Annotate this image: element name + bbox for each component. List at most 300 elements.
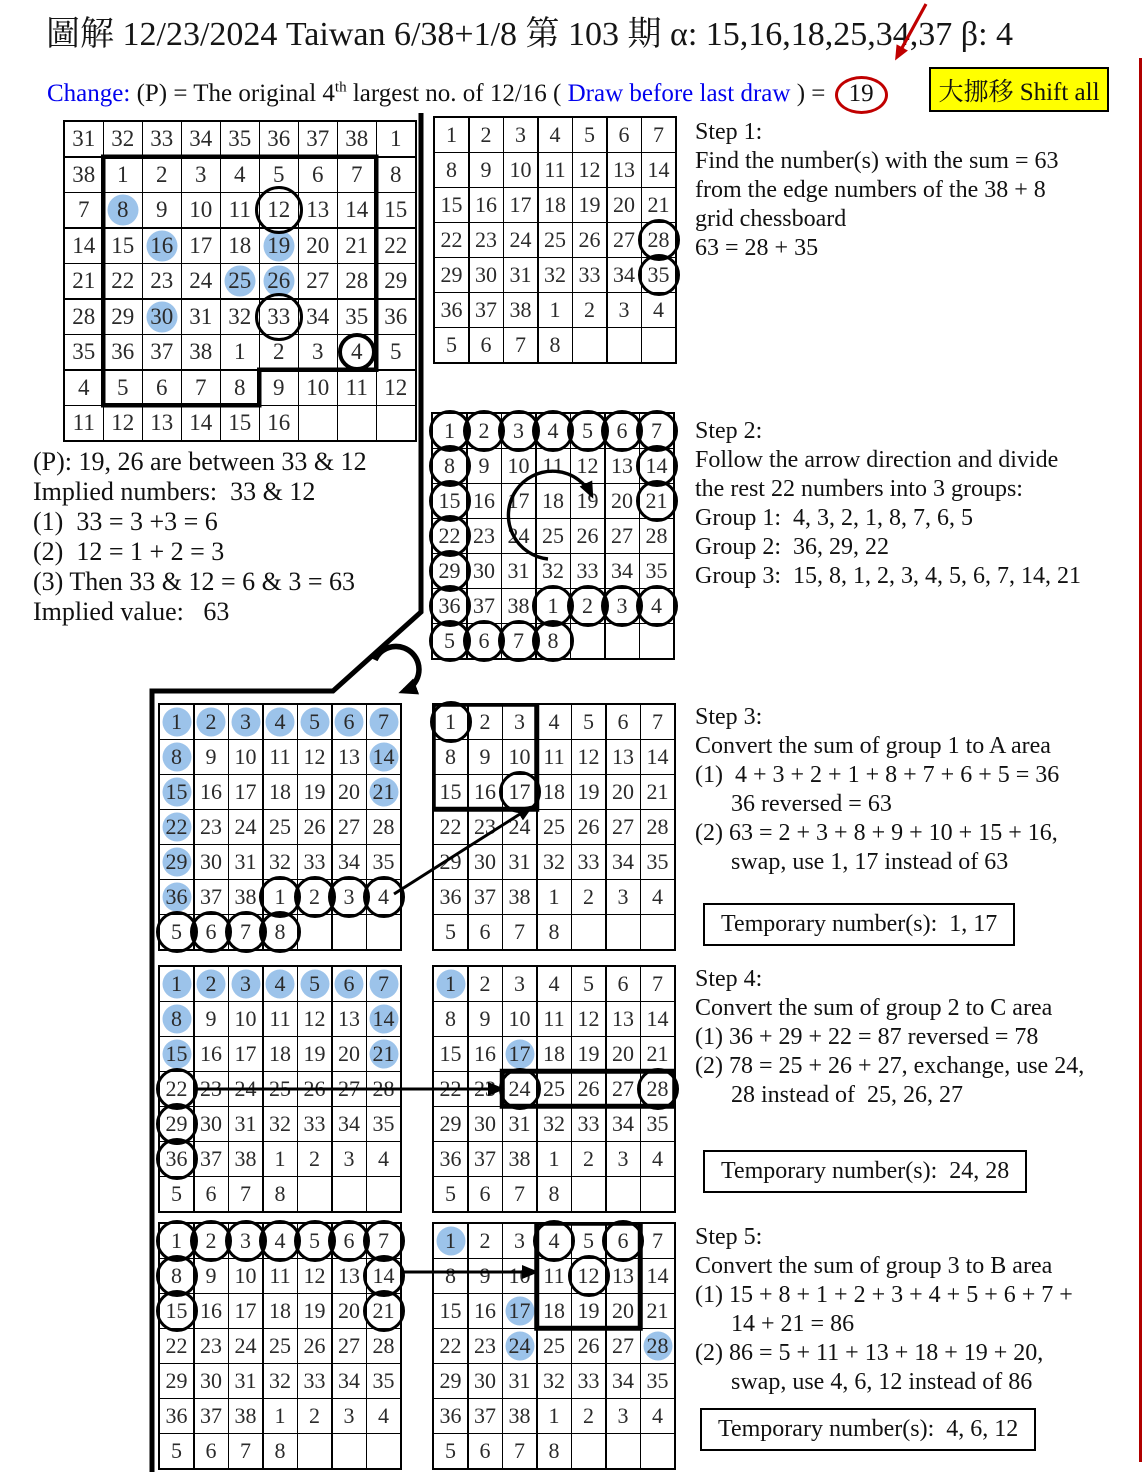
grid-cell xyxy=(367,705,400,739)
cell-number: 18 xyxy=(228,232,252,258)
grid-cell xyxy=(143,193,181,227)
cell-number: 6 xyxy=(343,970,355,996)
cell-number: 11 xyxy=(543,743,565,769)
grid-cell xyxy=(538,1224,571,1258)
cell-number: 8 xyxy=(549,331,561,357)
grid-cell xyxy=(229,1072,262,1106)
cell-number: 31 xyxy=(72,126,96,151)
grid-cell xyxy=(537,484,570,518)
grid-cell xyxy=(571,484,604,518)
cell-number: 8 xyxy=(548,1180,560,1206)
cell-number: 17 xyxy=(234,1040,257,1066)
grid-cell xyxy=(469,915,502,949)
cell-number: 37 xyxy=(473,592,495,618)
cell-number: 9 xyxy=(205,743,217,769)
cell-number: 6 xyxy=(343,1227,355,1253)
cell-number: 38 xyxy=(345,126,369,151)
cell-number: 6 xyxy=(156,374,168,400)
cell-number: 4 xyxy=(274,708,286,734)
cell-number: 34 xyxy=(613,261,635,287)
cell-number: 3 xyxy=(343,1145,355,1171)
grid-cell xyxy=(469,1142,502,1176)
grid-cell xyxy=(606,589,639,623)
cell-number: 25 xyxy=(543,1075,565,1101)
cell-number: 21 xyxy=(646,778,669,804)
grid-cell xyxy=(299,264,337,298)
cell-number: 18 xyxy=(544,191,566,217)
cell-number: 24 xyxy=(508,1075,531,1101)
text-line: (P): 19, 26 are between 33 & 12 xyxy=(33,447,367,476)
grid-cell xyxy=(503,1399,536,1433)
grid-cell xyxy=(434,1434,467,1468)
grid-cell xyxy=(260,300,298,334)
grid-cell xyxy=(229,1434,262,1468)
grid-cell xyxy=(502,449,535,483)
grid-cell xyxy=(503,775,536,809)
circle-mark xyxy=(156,1290,198,1332)
cell-number: 20 xyxy=(338,778,360,804)
cell-number: 12 xyxy=(577,743,600,769)
grid-cell xyxy=(298,880,331,914)
cell-number: 1 xyxy=(548,1145,560,1171)
cell-number: 18 xyxy=(269,1040,291,1066)
grid-cell xyxy=(572,740,605,774)
cell-number: 29 xyxy=(438,557,461,583)
cell-number: 37 xyxy=(474,883,496,909)
cell-number: 9 xyxy=(479,743,491,769)
grid-cell xyxy=(182,193,220,227)
grid-cell xyxy=(229,1037,262,1071)
grid-cell xyxy=(104,229,142,263)
cell-number: 13 xyxy=(612,1262,634,1288)
grid-cell xyxy=(367,1364,400,1398)
cell-number: 6 xyxy=(479,918,491,944)
grid-cell xyxy=(229,810,262,844)
cell-number: 4 xyxy=(548,1227,560,1253)
change-text-1: (P) = The original 4 xyxy=(130,80,335,107)
cell-number: 5 xyxy=(445,1437,456,1463)
grid-cell xyxy=(641,880,674,914)
cell-number: 38 xyxy=(508,1402,531,1428)
grid-cell xyxy=(333,1037,366,1071)
cell-number: 1 xyxy=(444,417,455,443)
cell-number: 33 xyxy=(267,303,291,329)
circle-mark xyxy=(638,254,680,296)
grid-cell xyxy=(503,810,536,844)
text-line: (2) 12 = 1 + 2 = 3 xyxy=(33,537,225,566)
grid-cell xyxy=(367,1294,400,1328)
cell-number: 14 xyxy=(72,232,96,258)
cell-number: 29 xyxy=(440,261,463,287)
grid-cell xyxy=(264,1364,297,1398)
change-text-2: largest no. of 12/16 ( xyxy=(346,80,568,107)
grid-cell xyxy=(503,740,536,774)
grid-cell xyxy=(571,554,604,588)
grid-cell xyxy=(367,1107,400,1141)
grid-cell xyxy=(572,1072,605,1106)
grid-cell xyxy=(229,1399,262,1433)
grid-cell xyxy=(538,810,571,844)
grid-cell xyxy=(229,1224,262,1258)
grid-cell xyxy=(641,1002,674,1036)
grid-cell xyxy=(539,118,572,152)
grid-cell xyxy=(641,810,674,844)
cell-number: 21 xyxy=(72,268,96,293)
grid-cell xyxy=(377,229,415,263)
grid-cell xyxy=(367,1224,400,1258)
cell-number: 22 xyxy=(165,1332,188,1358)
cell-number: 8 xyxy=(171,1262,182,1288)
grid-cell xyxy=(572,810,605,844)
grid-cell xyxy=(434,810,467,844)
cell-number: 3 xyxy=(240,1227,251,1253)
cell-number: 2 xyxy=(582,592,593,618)
cell-number: 6 xyxy=(478,627,490,653)
grid-cell xyxy=(229,1142,262,1176)
grid-cell xyxy=(503,705,536,739)
cell-number: 35 xyxy=(372,1110,395,1136)
grid-cell xyxy=(572,915,605,949)
cell-number: 17 xyxy=(234,1297,257,1323)
grid-cell xyxy=(572,775,605,809)
change-note xyxy=(47,76,888,114)
cell-number: 10 xyxy=(508,743,531,769)
grid-cell xyxy=(195,705,228,739)
grid-cell xyxy=(195,1434,228,1468)
cell-number: 23 xyxy=(474,1075,496,1101)
grid-cell xyxy=(572,1364,605,1398)
grid-cell xyxy=(333,775,366,809)
text-line: Implied value: 63 xyxy=(33,597,230,626)
cell-number: 6 xyxy=(616,417,628,443)
grid-cell xyxy=(264,1177,297,1211)
cell-number: 34 xyxy=(338,1367,360,1393)
grid-cell xyxy=(468,449,501,483)
cell-number: 16 xyxy=(200,1297,222,1323)
circle-mark xyxy=(568,1255,610,1297)
grid-cell xyxy=(607,705,640,739)
grid-cell xyxy=(435,223,468,257)
grid-cell xyxy=(221,264,259,298)
grid-cell xyxy=(367,1329,400,1363)
cell-number: 7 xyxy=(514,1437,525,1463)
grid-cell xyxy=(195,775,228,809)
grid-cell xyxy=(504,153,537,187)
grid-cell xyxy=(504,118,537,152)
circle-mark xyxy=(259,911,301,953)
grid-cell xyxy=(539,153,572,187)
cell-number: 10 xyxy=(508,1005,531,1031)
grid-cell xyxy=(538,1399,571,1433)
grid-cell xyxy=(229,1107,262,1141)
grid-cell xyxy=(435,188,468,222)
grid-cell xyxy=(538,1142,571,1176)
grid-cell xyxy=(642,188,675,222)
cell-number: 7 xyxy=(653,121,664,147)
cell-number: 3 xyxy=(618,296,630,322)
grid-cell xyxy=(195,810,228,844)
grid-cell xyxy=(538,775,571,809)
cell-number: 9 xyxy=(478,452,490,478)
cell-number: 31 xyxy=(234,1367,257,1393)
grid-cell xyxy=(573,293,606,327)
grid-cell xyxy=(264,1002,297,1036)
grid-cell xyxy=(572,1107,605,1141)
grid-cell xyxy=(298,1002,331,1036)
grid-cell xyxy=(641,1294,674,1328)
cell-number: 30 xyxy=(200,1367,222,1393)
grid-cell xyxy=(434,1364,467,1398)
grid-cell xyxy=(65,264,103,298)
cell-number: 9 xyxy=(479,1005,491,1031)
cell-number: 5 xyxy=(582,417,593,443)
grid-cell xyxy=(607,1037,640,1071)
grid-cell xyxy=(182,335,220,369)
grid-cell xyxy=(469,845,502,879)
grid-cell xyxy=(502,519,535,553)
grid-cell xyxy=(367,1072,400,1106)
grid-cell xyxy=(538,1177,571,1211)
grid-cell xyxy=(538,845,571,879)
grid-cell xyxy=(573,223,606,257)
grid-cell xyxy=(642,118,675,152)
cell-number: 35 xyxy=(372,1367,395,1393)
grid-cell xyxy=(538,705,571,739)
grid-cell xyxy=(607,1072,640,1106)
text-line: Step 4: xyxy=(695,966,763,992)
grid-cell xyxy=(606,414,639,448)
cell-number: 1 xyxy=(234,339,246,364)
cell-number: 19 xyxy=(576,487,599,513)
cell-number: 15 xyxy=(440,191,463,217)
grid-cell xyxy=(503,1224,536,1258)
cell-number: 34 xyxy=(612,848,634,874)
grid-cell xyxy=(433,589,466,623)
cell-number: 7 xyxy=(652,1227,663,1253)
cell-number: 29 xyxy=(384,268,408,293)
grid-cell xyxy=(195,915,228,949)
grid-cell xyxy=(298,1072,331,1106)
cell-number: 15 xyxy=(439,1297,462,1323)
cell-number: 21 xyxy=(647,191,670,217)
grid-cell xyxy=(367,740,400,774)
cell-number: 33 xyxy=(577,848,600,874)
cell-number: 25 xyxy=(542,522,564,548)
grid-cell xyxy=(264,1107,297,1141)
grid-cell xyxy=(537,519,570,553)
grid-cell xyxy=(260,193,298,227)
cell-number: 13 xyxy=(338,743,360,769)
cell-number: 21 xyxy=(646,1297,669,1323)
grid-cell xyxy=(640,414,673,448)
grid-cell xyxy=(367,1177,400,1211)
cell-number: 12 xyxy=(267,197,291,222)
text-line: 63 = 28 + 35 xyxy=(695,235,819,261)
cell-number: 22 xyxy=(165,813,188,839)
cell-number: 12 xyxy=(111,410,135,435)
circle-mark xyxy=(636,480,678,522)
cell-number: 22 xyxy=(439,813,462,839)
grid-cell xyxy=(367,880,400,914)
cell-number: 12 xyxy=(577,1005,600,1031)
cell-number: 13 xyxy=(612,1005,634,1031)
grid-cell xyxy=(539,293,572,327)
cell-number: 7 xyxy=(240,1180,251,1206)
grid-cell xyxy=(299,406,337,440)
cell-number: 22 xyxy=(440,226,463,252)
grid-cell xyxy=(504,223,537,257)
grid-cell xyxy=(298,845,331,879)
grid-cell xyxy=(572,1142,605,1176)
cell-number: 10 xyxy=(509,156,532,182)
grid-cell xyxy=(104,122,142,156)
grid-cell xyxy=(469,1107,502,1141)
grid-cell xyxy=(182,229,220,263)
grid-cell xyxy=(333,1329,366,1363)
grid-cell xyxy=(434,915,467,949)
grid-cell xyxy=(572,1399,605,1433)
cell-number: 22 xyxy=(438,522,461,548)
cell-number: 35 xyxy=(646,848,669,874)
cell-number: 30 xyxy=(474,1110,496,1136)
grid-cell xyxy=(640,624,673,658)
grid-cell xyxy=(434,1259,467,1293)
grid-cell xyxy=(503,1329,536,1363)
cell-number: 18 xyxy=(543,1040,565,1066)
cell-number: 4 xyxy=(378,1145,389,1171)
grid-cell xyxy=(607,845,640,879)
grid-cell xyxy=(264,740,297,774)
grid-cell xyxy=(298,1364,331,1398)
cell-number: 1 xyxy=(117,161,129,187)
grid-cell xyxy=(433,449,466,483)
cell-number: 11 xyxy=(228,197,251,222)
grid-cell xyxy=(469,1002,502,1036)
cell-number: 16 xyxy=(475,191,497,217)
grid-cell xyxy=(333,845,366,879)
grid-cell xyxy=(434,1072,467,1106)
cell-number: 32 xyxy=(269,1110,291,1136)
grid-cell xyxy=(503,1002,536,1036)
cell-number: 5 xyxy=(445,918,456,944)
grid-cell xyxy=(469,1177,502,1211)
grid-cell xyxy=(298,1107,331,1141)
cell-number: 3 xyxy=(240,708,251,734)
grid-cell xyxy=(469,1072,502,1106)
grid-cell xyxy=(503,1177,536,1211)
grid-cell xyxy=(221,300,259,334)
cell-number: 13 xyxy=(338,1005,360,1031)
cell-number: 14 xyxy=(646,1262,669,1288)
cell-number: 30 xyxy=(473,557,495,583)
cell-number: 32 xyxy=(543,1367,565,1393)
cell-number: 17 xyxy=(507,487,530,513)
grid-cell xyxy=(160,705,193,739)
grid-cell xyxy=(104,371,142,405)
grid-cell xyxy=(160,1002,193,1036)
grid-cell xyxy=(338,193,376,227)
cell-number: 17 xyxy=(508,1040,531,1066)
cell-number: 5 xyxy=(309,708,320,734)
cell-number: 27 xyxy=(612,1332,634,1358)
text-line: Group 1: 4, 3, 2, 1, 8, 7, 6, 5 xyxy=(695,505,973,531)
grid-cell xyxy=(221,158,259,192)
grid-cell xyxy=(640,589,673,623)
step5-right-grid xyxy=(432,1222,676,1470)
cell-number: 3 xyxy=(343,1402,355,1428)
grid-cell xyxy=(65,300,103,334)
grid-cell xyxy=(298,967,331,1001)
cell-number: 7 xyxy=(378,1227,389,1253)
cell-number: 6 xyxy=(479,1437,491,1463)
cell-number: 36 xyxy=(439,1145,462,1171)
cell-number: 3 xyxy=(514,708,525,734)
grid-cell xyxy=(298,1037,331,1071)
grid-cell xyxy=(377,264,415,298)
cell-number: 16 xyxy=(150,232,174,258)
cell-number: 6 xyxy=(618,121,630,147)
grid-cell xyxy=(434,1107,467,1141)
grid-cell xyxy=(195,1107,228,1141)
cell-number: 5 xyxy=(583,1227,594,1253)
cell-number: 37 xyxy=(200,1145,222,1171)
circle-mark xyxy=(363,1290,405,1332)
cell-number: 3 xyxy=(515,121,526,147)
grid-cell xyxy=(264,810,297,844)
grid-cell xyxy=(298,1329,331,1363)
grid-cell xyxy=(160,915,193,949)
cell-number: 34 xyxy=(338,848,360,874)
grid-cell xyxy=(571,519,604,553)
cell-number: 3 xyxy=(312,339,324,364)
cell-number: 36 xyxy=(440,296,463,322)
cell-number: 10 xyxy=(306,374,330,400)
grid-cell xyxy=(608,153,641,187)
grid-cell xyxy=(104,335,142,369)
grid-cell xyxy=(641,775,674,809)
grid-cell xyxy=(572,1224,605,1258)
cell-number: 4 xyxy=(351,339,363,364)
cell-number: 38 xyxy=(189,339,213,364)
grid-cell xyxy=(264,1142,297,1176)
grid-cell xyxy=(104,300,142,334)
grid-cell xyxy=(468,414,501,448)
grid-cell xyxy=(229,1002,262,1036)
grid-cell xyxy=(504,258,537,292)
cell-number: 29 xyxy=(439,848,462,874)
cell-number: 8 xyxy=(234,374,246,400)
grid-cell xyxy=(470,118,503,152)
grid-cell xyxy=(606,624,639,658)
grid-cell xyxy=(502,484,535,518)
grid-cell xyxy=(367,1259,400,1293)
step5-left-grid xyxy=(158,1222,402,1470)
cell-number: 23 xyxy=(473,522,495,548)
cell-number: 33 xyxy=(150,126,174,151)
cell-number: 4 xyxy=(234,161,246,187)
cell-number: 15 xyxy=(165,778,188,804)
grid-cell xyxy=(298,810,331,844)
grid-cell xyxy=(333,1002,366,1036)
grid-cell xyxy=(468,554,501,588)
grid-cell xyxy=(435,258,468,292)
grid-cell xyxy=(104,193,142,227)
cell-number: 3 xyxy=(513,417,524,443)
cell-number: 5 xyxy=(446,331,457,357)
cell-number: 35 xyxy=(372,848,395,874)
cell-number: 37 xyxy=(475,296,497,322)
cell-number: 2 xyxy=(156,161,168,187)
